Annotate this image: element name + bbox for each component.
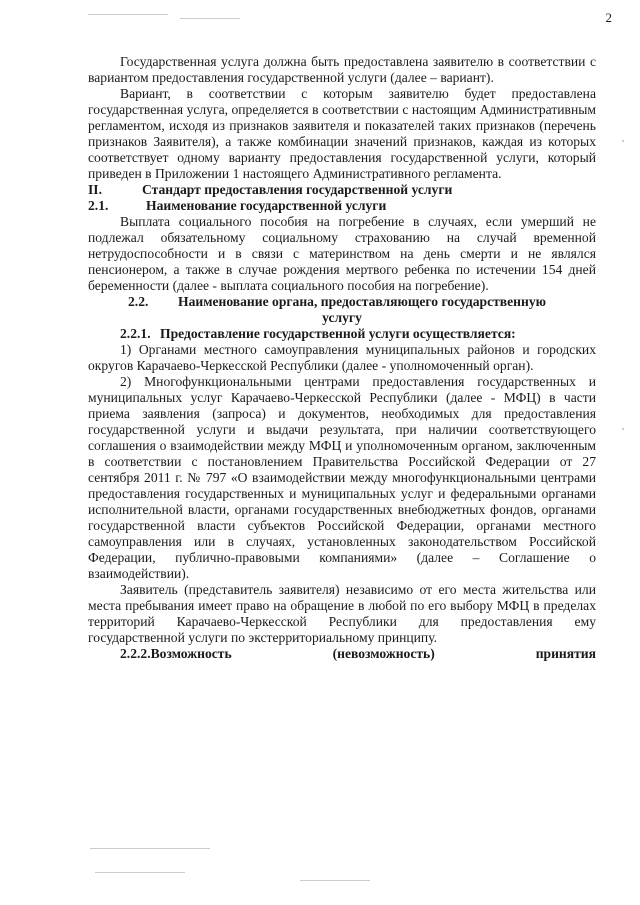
- section-number: 2.2.: [128, 294, 149, 309]
- section-number: II.: [88, 182, 102, 197]
- heading-word: принятия: [535, 646, 596, 661]
- section-heading-2-2-1: [88, 326, 596, 342]
- section-number: 2.2.1.: [120, 326, 151, 341]
- heading-word: (невозможность): [332, 646, 435, 661]
- document-body: [88, 54, 596, 662]
- paragraph-variant-definition: Вариант, в соответствии с которым заявителю будет предоставлена государственная услуга, определяется в соответствии с настоящим Административным регламентом, исходя из признаков заявителя и показателей таких признаков (перечень признаков Заявителя), а также комбинации значений признаков, каждая из которых соответствует одному варианту предоставления государственной услуги, который приведен в Приложении 1 настоящего Административного регламента.: [88, 86, 596, 181]
- paragraph-extraterritorial: Заявитель (представитель заявителя) независимо от его места жительства или места пребывания имеет право на обращение в любой по его выбору МФЦ в пределах территорий Карачаево-Черкесской Республики для предоставления ему государственной услуги по экстерриториальному принципу.: [88, 582, 596, 645]
- paragraph-service-name: Выплата социального пособия на погребение в случаях, если умерший не подлежал обязательному социальному страхованию на случай временной нетрудоспособности и в связи с материнством на день смерти и не являлся пенсионером, а также в случае рождения мертвого ребенка по истечении 154 дней беременности (далее - выплата социального пособия на погребение).: [88, 214, 596, 293]
- scan-noise: [622, 428, 624, 430]
- page-number: 2: [605, 10, 612, 25]
- section-title-line2: услугу: [322, 310, 362, 325]
- section-heading-2-1: [88, 198, 596, 214]
- section-heading-2-2-2: [88, 646, 596, 662]
- section-title: Предоставление государственной услуги осуществляется:: [160, 326, 516, 341]
- section-title: Наименование государственной услуги: [146, 198, 387, 213]
- scan-noise: [622, 140, 624, 142]
- section-number: 2.1.: [88, 198, 109, 213]
- heading-word: 2.2.2.Возможность: [120, 646, 232, 661]
- list-item-authorities: 1) Органами местного самоуправления муниципальных районов и городских округов Карачаево-Черкесской Республики (далее - уполномоченный орган).: [88, 342, 596, 373]
- scan-noise: [300, 880, 370, 881]
- list-item-mfc: 2) Многофункциональными центрами предоставления государственных и муниципальных услуг Карачаево-Черкесской Республики (далее - МФЦ) в части приема заявления (запроса) и документов, необходимых для предоставления государственной услуги и выдачи результата, при наличии соответствующего соглашения о взаимодействии между МФЦ и уполномоченным органом, заключенным в соответствии с постановлением Правительства Российской Федерации от 27 сентября 2011 г. № 797 «О взаимодействии между многофункциональными центрами предоставления государственных и муниципальных услуг и федеральными органами исполнительной власти, органами государственных внебюджетных фондов, органами государственной власти субъектов Российской Федерации, органами местного самоуправления или в случаях, установленных законодательством Российской Федерации, публично-правовыми компаниями» (далее – Соглашение о взаимодействии).: [88, 374, 596, 581]
- paragraph-variant: Государственная услуга должна быть предоставлена заявителю в соответствии с вариантом предоставления государственной услуги (далее – вариант).: [88, 54, 596, 85]
- scan-noise: [180, 18, 240, 19]
- section-title-line1: Наименование органа, предоставляющего государственную: [178, 294, 547, 309]
- section-title: Стандарт предоставления государственной услуги: [142, 182, 453, 197]
- section-heading-2: [88, 182, 596, 198]
- section-heading-2-2: [88, 294, 596, 326]
- scan-noise: [90, 848, 210, 849]
- scan-noise: [95, 872, 185, 873]
- scan-noise: [88, 14, 168, 15]
